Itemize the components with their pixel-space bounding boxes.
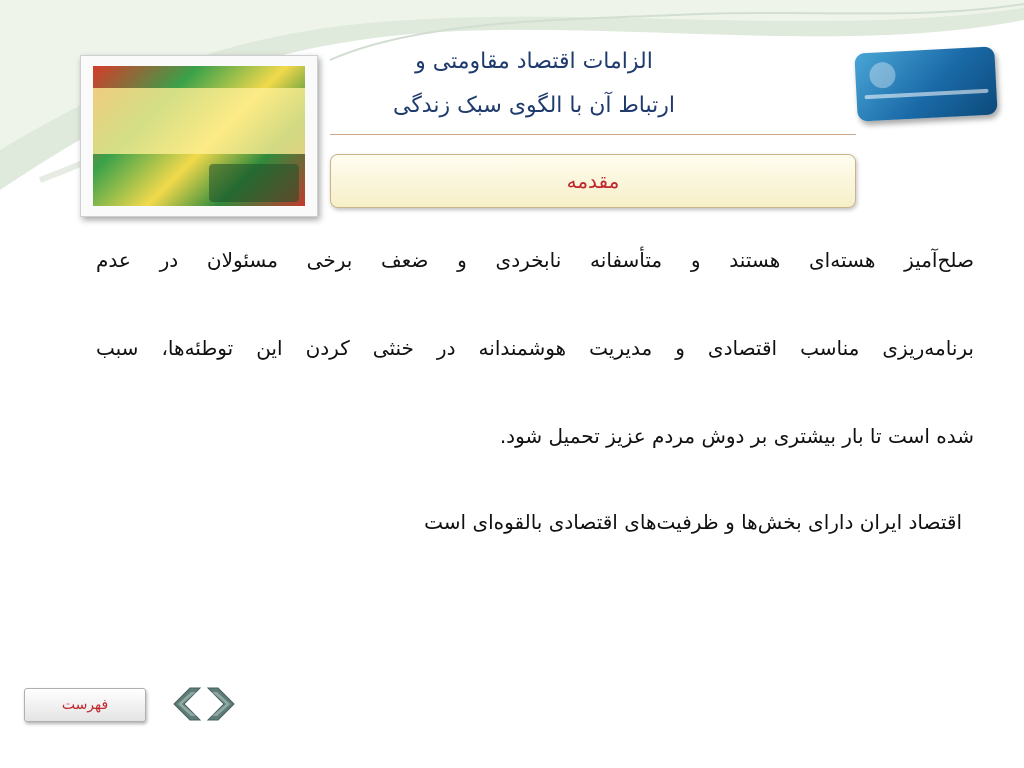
nav-arrows bbox=[164, 684, 246, 724]
site-logo bbox=[854, 46, 997, 121]
chevron-left-icon[interactable] bbox=[164, 684, 204, 724]
paragraph-line-3: شده است تا بار بیشتری بر دوش مردم عزیز تحمیل شود. bbox=[499, 424, 974, 448]
chevron-right-icon[interactable] bbox=[204, 684, 244, 724]
index-button[interactable]: فهرست bbox=[24, 688, 146, 722]
title-divider bbox=[330, 134, 856, 135]
section-heading-box bbox=[330, 154, 856, 208]
cover-image-banner bbox=[93, 88, 305, 154]
title-line-2: ارتباط آن با الگوی سبک زندگی bbox=[392, 93, 676, 118]
logo-emblem-icon bbox=[869, 62, 896, 89]
section-heading: مقدمه bbox=[566, 169, 620, 193]
bullet-point: اقتصاد ایران دارای بخش‌ها و ظرفیت‌های اقتصادی بالقوه‌ای است bbox=[424, 510, 962, 534]
paragraph-line-2: برنامه‌ریزی مناسب اقتصادی و مدیریت هوشمندانه در خنثی کردن این توطئه‌ها، سبب bbox=[96, 336, 974, 360]
cover-image-frame bbox=[80, 55, 318, 217]
cover-image bbox=[93, 66, 305, 206]
slide-title bbox=[324, 40, 744, 128]
cover-image-mark bbox=[209, 164, 299, 202]
title-line-1: الزامات اقتصاد مقاومتی و bbox=[415, 49, 653, 74]
paragraph-line-1: صلح‌آمیز هسته‌ای هستند و متأسفانه نابخردی و ضعف برخی مسئولان در عدم bbox=[96, 248, 974, 272]
logo-stripe bbox=[865, 89, 989, 99]
